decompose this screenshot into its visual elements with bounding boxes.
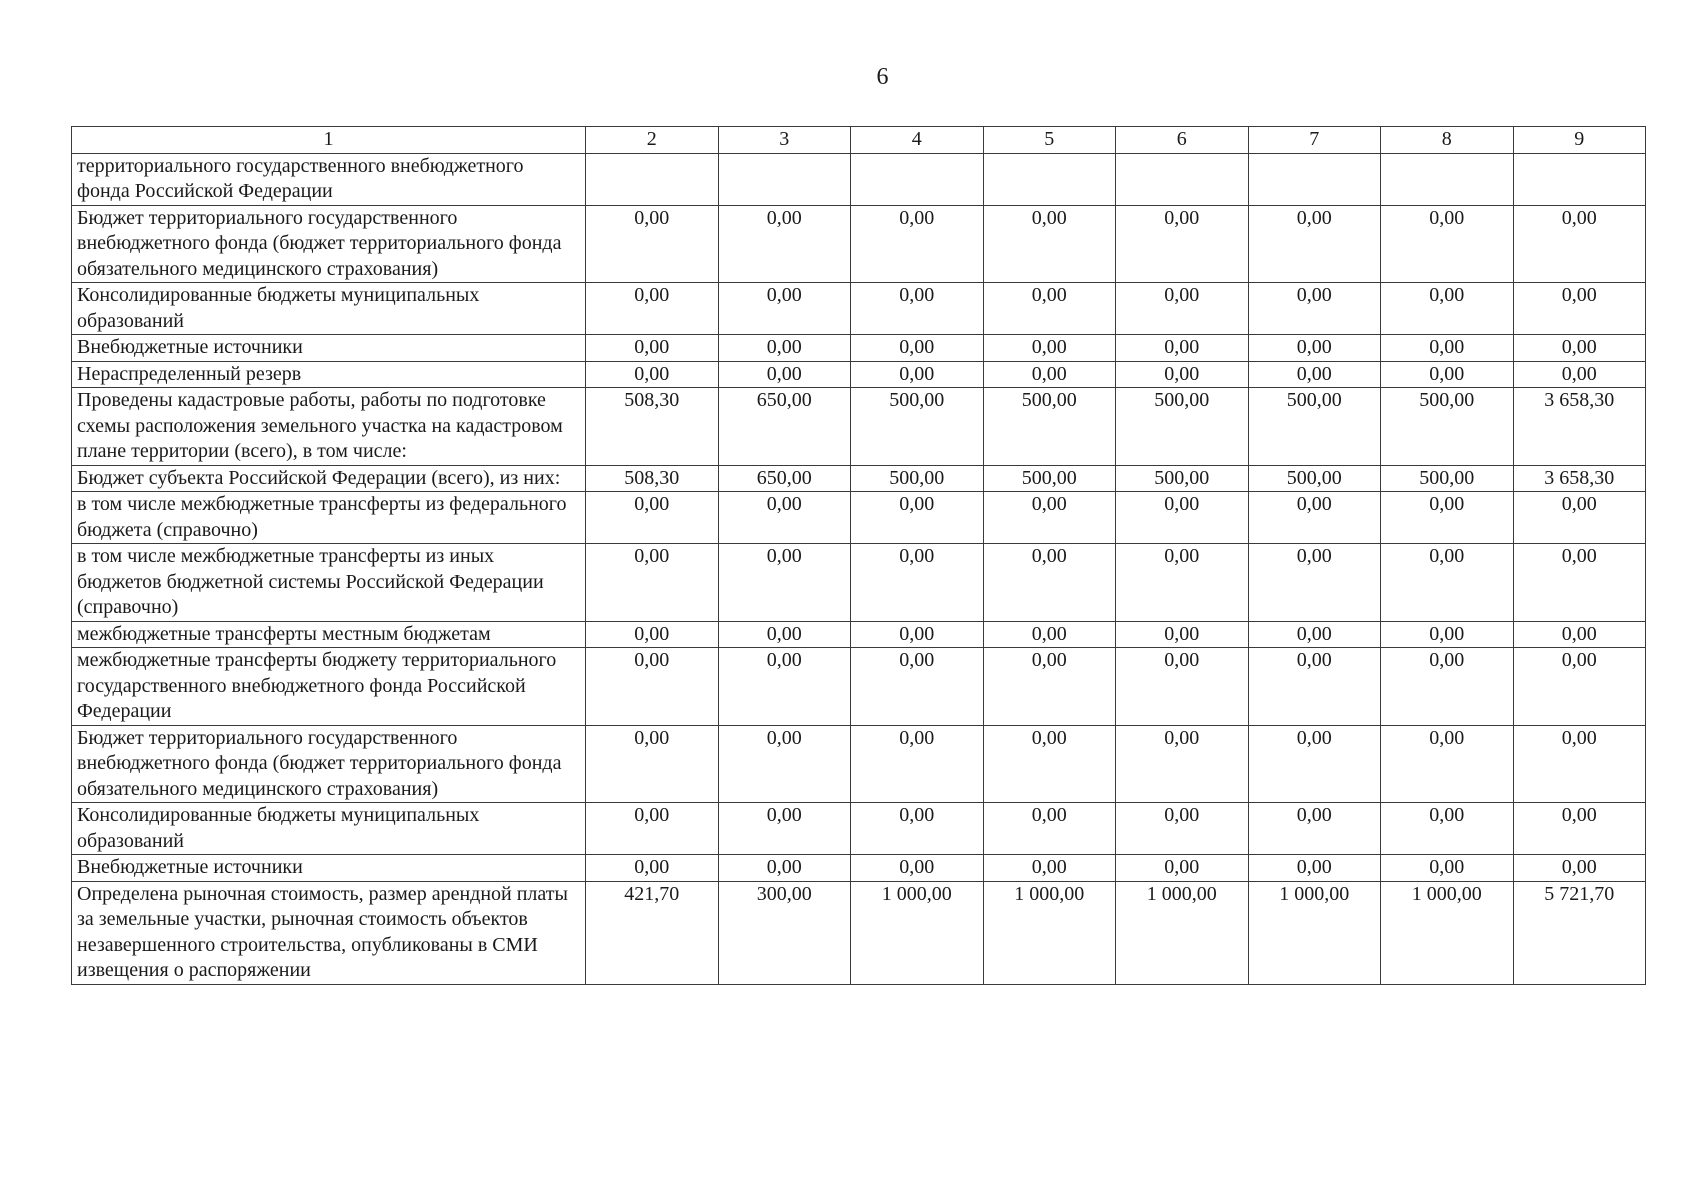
table-cell: 1 000,00 — [1248, 881, 1381, 984]
table-cell: 0,00 — [1248, 205, 1381, 283]
table-cell: 0,00 — [1381, 205, 1514, 283]
table-cell: 0,00 — [1116, 621, 1249, 648]
table-cell: 0,00 — [851, 544, 984, 622]
table-cell: 0,00 — [1513, 621, 1646, 648]
table-cell: 0,00 — [1248, 621, 1381, 648]
table-cell: 0,00 — [718, 725, 851, 803]
table-cell: 0,00 — [1513, 725, 1646, 803]
row-label: Бюджет субъекта Российской Федерации (всего), из них: — [72, 465, 586, 492]
table-row — [72, 153, 1646, 205]
table-cell: 500,00 — [1381, 465, 1514, 492]
table-cell: 500,00 — [1381, 388, 1514, 466]
table-cell: 0,00 — [1248, 492, 1381, 544]
table-cell: 0,00 — [983, 648, 1116, 726]
table-cell: 500,00 — [851, 388, 984, 466]
table-cell: 0,00 — [1513, 803, 1646, 855]
table-row — [72, 205, 1646, 283]
table-row — [72, 361, 1646, 388]
table-cell — [851, 153, 984, 205]
table-row — [72, 492, 1646, 544]
table-cell — [586, 153, 719, 205]
table-cell: 0,00 — [1248, 855, 1381, 882]
table-cell: 0,00 — [983, 205, 1116, 283]
table-cell: 0,00 — [1248, 361, 1381, 388]
table-cell: 0,00 — [586, 648, 719, 726]
table-cell: 0,00 — [718, 283, 851, 335]
table-cell: 0,00 — [718, 648, 851, 726]
table-cell: 0,00 — [1381, 335, 1514, 362]
table-cell — [1381, 153, 1514, 205]
table-cell: 500,00 — [1248, 465, 1381, 492]
table-cell — [1116, 153, 1249, 205]
table-cell: 508,30 — [586, 388, 719, 466]
table-cell: 5 721,70 — [1513, 881, 1646, 984]
table-cell — [718, 153, 851, 205]
table-cell: 0,00 — [851, 492, 984, 544]
table-cell: 0,00 — [1381, 283, 1514, 335]
table-cell: 0,00 — [1248, 803, 1381, 855]
table-cell: 0,00 — [983, 361, 1116, 388]
table-cell: 0,00 — [1116, 544, 1249, 622]
row-label: межбюджетные трансферты местным бюджетам — [72, 621, 586, 648]
table-cell: 0,00 — [983, 803, 1116, 855]
table-cell: 1 000,00 — [1381, 881, 1514, 984]
table-cell: 650,00 — [718, 465, 851, 492]
table-cell: 0,00 — [586, 621, 719, 648]
table-cell: 0,00 — [718, 621, 851, 648]
table-row — [72, 881, 1646, 984]
table-cell: 0,00 — [851, 283, 984, 335]
table-row — [72, 283, 1646, 335]
table-cell: 500,00 — [983, 465, 1116, 492]
table-cell: 0,00 — [1248, 725, 1381, 803]
table-cell: 0,00 — [586, 544, 719, 622]
table-cell: 0,00 — [983, 544, 1116, 622]
table-cell: 0,00 — [718, 803, 851, 855]
table-cell — [1513, 153, 1646, 205]
table-cell: 0,00 — [1116, 283, 1249, 335]
table-cell: 0,00 — [1248, 544, 1381, 622]
table-cell: 0,00 — [586, 855, 719, 882]
table-cell: 0,00 — [1381, 361, 1514, 388]
table-cell: 0,00 — [1513, 855, 1646, 882]
table-cell: 0,00 — [851, 803, 984, 855]
table-cell: 0,00 — [983, 492, 1116, 544]
table-cell: 500,00 — [1116, 465, 1249, 492]
table-cell: 500,00 — [851, 465, 984, 492]
table-cell: 0,00 — [851, 361, 984, 388]
column-header-3: 3 — [718, 127, 851, 154]
table-cell: 0,00 — [1381, 803, 1514, 855]
table-cell: 0,00 — [718, 361, 851, 388]
table-cell: 0,00 — [586, 725, 719, 803]
table-cell: 0,00 — [718, 492, 851, 544]
table-cell: 0,00 — [1116, 205, 1249, 283]
table-row — [72, 465, 1646, 492]
table-cell: 0,00 — [851, 335, 984, 362]
table-cell: 0,00 — [1116, 803, 1249, 855]
table-row — [72, 335, 1646, 362]
column-header-6: 6 — [1116, 127, 1249, 154]
table-cell: 0,00 — [718, 205, 851, 283]
table-row — [72, 621, 1646, 648]
table-cell: 0,00 — [983, 283, 1116, 335]
table-cell: 0,00 — [983, 335, 1116, 362]
table-cell: 0,00 — [851, 205, 984, 283]
table-cell: 0,00 — [586, 335, 719, 362]
table-cell: 0,00 — [1381, 621, 1514, 648]
table-cell — [1248, 153, 1381, 205]
table-row — [72, 648, 1646, 726]
table-cell: 508,30 — [586, 465, 719, 492]
table-body — [72, 153, 1646, 984]
table-cell: 0,00 — [718, 335, 851, 362]
budget-table — [71, 126, 1646, 985]
table-cell: 0,00 — [1381, 648, 1514, 726]
table-cell: 300,00 — [718, 881, 851, 984]
table-cell: 500,00 — [1248, 388, 1381, 466]
table-cell: 0,00 — [1513, 648, 1646, 726]
table-cell: 0,00 — [1248, 648, 1381, 726]
table-cell: 421,70 — [586, 881, 719, 984]
table-cell: 0,00 — [1116, 492, 1249, 544]
table-cell: 1 000,00 — [851, 881, 984, 984]
table-cell: 0,00 — [1513, 335, 1646, 362]
table-cell — [983, 153, 1116, 205]
column-header-1: 1 — [72, 127, 586, 154]
table-header-row — [72, 127, 1646, 154]
table-cell: 0,00 — [1116, 335, 1249, 362]
table-cell: 0,00 — [586, 361, 719, 388]
page-number: 6 — [876, 64, 889, 90]
table-cell: 0,00 — [1248, 283, 1381, 335]
table-cell: 0,00 — [1513, 361, 1646, 388]
row-label: Внебюджетные источники — [72, 855, 586, 882]
table-cell: 0,00 — [1513, 283, 1646, 335]
table-cell: 3 658,30 — [1513, 465, 1646, 492]
column-header-5: 5 — [983, 127, 1116, 154]
table-cell: 0,00 — [718, 855, 851, 882]
table-cell: 1 000,00 — [1116, 881, 1249, 984]
column-header-7: 7 — [1248, 127, 1381, 154]
row-label: Внебюджетные источники — [72, 335, 586, 362]
table-cell: 0,00 — [586, 205, 719, 283]
row-label: Определена рыночная стоимость, размер арендной платы за земельные участки, рыночная стоимость объектов незавершенного строительства, опубликованы в СМИ извещения о распоряжении — [72, 881, 586, 984]
table-cell: 650,00 — [718, 388, 851, 466]
row-label: Проведены кадастровые работы, работы по подготовке схемы расположения земельного участка на кадастровом плане территории (всего), в том числе: — [72, 388, 586, 466]
table-cell: 0,00 — [1381, 855, 1514, 882]
table-cell: 0,00 — [1116, 648, 1249, 726]
row-label: территориального государственного внебюджетного фонда Российской Федерации — [72, 153, 586, 205]
table-row — [72, 803, 1646, 855]
table-row — [72, 725, 1646, 803]
column-header-2: 2 — [586, 127, 719, 154]
table-cell: 0,00 — [586, 803, 719, 855]
table-cell: 0,00 — [983, 855, 1116, 882]
table-cell: 0,00 — [851, 648, 984, 726]
table-cell: 0,00 — [1116, 855, 1249, 882]
row-label: Консолидированные бюджеты муниципальных образований — [72, 803, 586, 855]
row-label: Бюджет территориального государственного внебюджетного фонда (бюджет территориального фонда обязательного медицинского страхования) — [72, 205, 586, 283]
table-cell: 0,00 — [851, 725, 984, 803]
row-label: Нераспределенный резерв — [72, 361, 586, 388]
row-label: Консолидированные бюджеты муниципальных образований — [72, 283, 586, 335]
table-cell: 0,00 — [983, 621, 1116, 648]
row-label: Бюджет территориального государственного внебюджетного фонда (бюджет территориального фонда обязательного медицинского страхования) — [72, 725, 586, 803]
column-header-4: 4 — [851, 127, 984, 154]
table-cell: 0,00 — [1513, 205, 1646, 283]
table-cell: 0,00 — [851, 621, 984, 648]
table-cell: 0,00 — [1116, 361, 1249, 388]
table-row — [72, 544, 1646, 622]
table-cell: 500,00 — [983, 388, 1116, 466]
table-cell: 0,00 — [1513, 492, 1646, 544]
table-row — [72, 388, 1646, 466]
table-cell: 0,00 — [586, 492, 719, 544]
table-cell: 0,00 — [1381, 492, 1514, 544]
table-cell: 0,00 — [983, 725, 1116, 803]
table-cell: 0,00 — [718, 544, 851, 622]
table-cell: 0,00 — [1381, 544, 1514, 622]
table-cell: 0,00 — [1381, 725, 1514, 803]
table-cell: 0,00 — [1248, 335, 1381, 362]
table-cell: 0,00 — [851, 855, 984, 882]
column-header-8: 8 — [1381, 127, 1514, 154]
table-cell: 0,00 — [1513, 544, 1646, 622]
table-cell: 0,00 — [586, 283, 719, 335]
row-label: в том числе межбюджетные трансферты из иных бюджетов бюджетной системы Российской Федерации (справочно) — [72, 544, 586, 622]
row-label: в том числе межбюджетные трансферты из федерального бюджета (справочно) — [72, 492, 586, 544]
table-cell: 3 658,30 — [1513, 388, 1646, 466]
table-cell: 500,00 — [1116, 388, 1249, 466]
row-label: межбюджетные трансферты бюджету территориального государственного внебюджетного фонда Российской Федерации — [72, 648, 586, 726]
table-cell: 0,00 — [1116, 725, 1249, 803]
table-cell: 1 000,00 — [983, 881, 1116, 984]
table-row — [72, 855, 1646, 882]
column-header-9: 9 — [1513, 127, 1646, 154]
